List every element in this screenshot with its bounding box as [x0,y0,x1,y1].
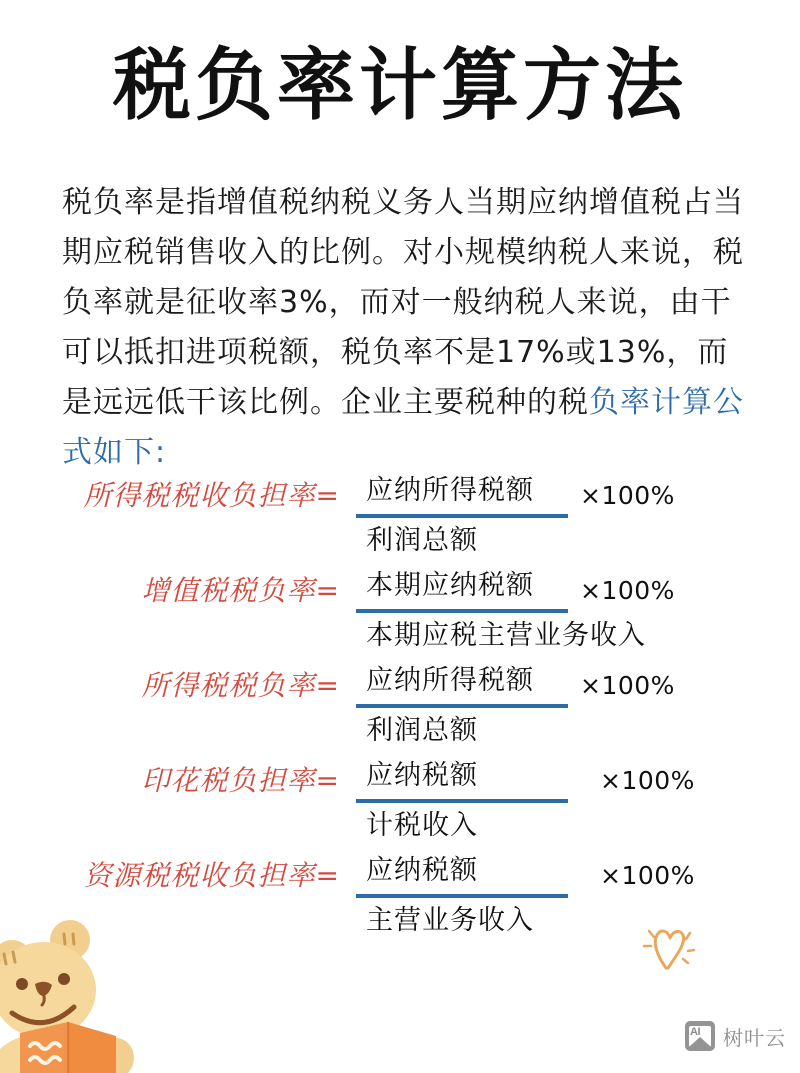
formula-numerator: 本期应纳税额 [366,570,534,601]
formula-numerator: 应纳所得税额 [366,475,534,506]
formula-numerator: 应纳税额 [366,855,478,886]
fraction-bar [356,894,568,898]
formula-row [0,472,800,567]
page-title: 税负率计算方法 [112,41,687,131]
fraction-bar [356,704,568,708]
formula-denominator: 利润总额 [366,525,478,556]
formula-label: 所得税税收负担率= [83,479,340,512]
formula-denominator: 利润总额 [366,715,478,746]
intro-paragraph [62,178,752,478]
formula-row [0,662,800,757]
formula-numerator: 应纳所得税额 [366,665,534,696]
fraction-bar [356,609,568,613]
formula-denominator: 主营业务收入 [366,905,534,936]
hand-drawn-heart-doodle-icon [636,916,706,978]
fraction-bar [356,514,568,518]
formula-multiplier: ×100% [580,576,675,605]
formula-list [0,472,800,947]
intro-text-blue: 负率计算公式如下: [62,385,744,470]
bear-reading-book-illustration-icon [0,918,182,1073]
mountain-shape [689,1037,711,1047]
formula-label: 增值税税负率= [141,574,340,607]
formula-row [0,757,800,852]
formula-multiplier: ×100% [580,481,675,510]
watermark [685,1021,786,1051]
formula-multiplier: ×100% [580,671,675,700]
formula-denominator: 本期应税主营业务收入 [366,620,646,651]
formula-numerator: 应纳税额 [366,760,478,791]
formula-row [0,567,800,662]
formula-multiplier: ×100% [600,861,695,890]
formula-denominator: 计税收入 [366,810,478,841]
ai-image-icon [685,1021,715,1051]
formula-label: 资源税税收负担率= [83,859,340,892]
ai-icon-label: AI [690,1025,700,1038]
formula-multiplier: ×100% [600,766,695,795]
formula-label: 所得税税负率= [141,669,340,702]
watermark-text: 树叶云 [723,1025,786,1050]
intro-text-black: 税负率是指增值税纳税义务人当期应纳增值税占当期应税销售收入的比例。对小规模纳税人来说，税负率就是征收率3%，而对一般纳税人来说，由干可以抵扣进项税额，税负率不是17%或13%，而是远远低干该比例。企业主要税种的税 [62,185,744,420]
formula-label: 印花税负担率= [141,764,340,797]
fraction-bar [356,799,568,803]
